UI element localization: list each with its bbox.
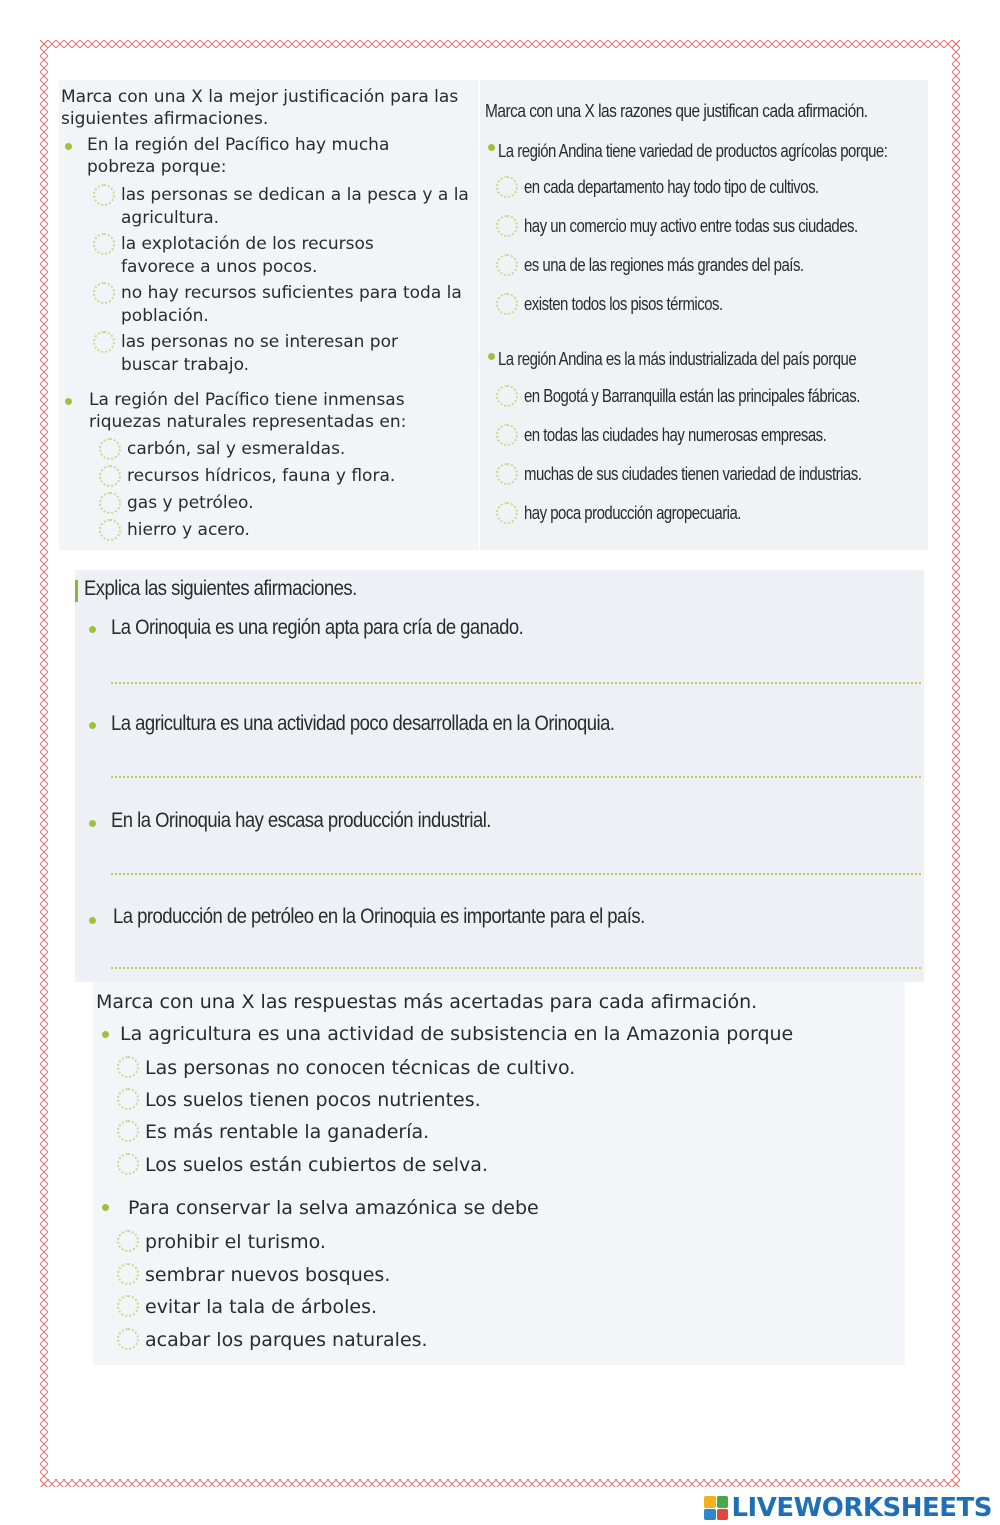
question-stem: La agricultura es una actividad de subsistencia en la Amazonia porque (120, 1023, 794, 1045)
brand-icon (704, 1496, 728, 1520)
bullet-icon (488, 144, 495, 151)
checkbox-circle[interactable] (117, 1263, 139, 1285)
answer-option[interactable] (117, 1328, 428, 1352)
answer-option[interactable] (99, 492, 254, 515)
checkbox-circle[interactable] (496, 502, 518, 524)
option-label: en todas las ciudades hay numerosas empresas. (524, 425, 827, 445)
answer-option[interactable] (496, 463, 930, 486)
statement: La Orinoquia es una región apta para cría de ganado. (111, 616, 524, 639)
option-label: muchas de sus ciudades tienen variedad de industrias. (524, 464, 862, 484)
option-label: hierro y acero. (127, 520, 250, 540)
option-label: Es más rentable la ganadería. (145, 1121, 430, 1143)
answer-option[interactable] (93, 184, 473, 230)
checkbox-circle[interactable] (117, 1153, 139, 1175)
checkbox-circle[interactable] (99, 465, 121, 487)
checkbox-circle[interactable] (99, 519, 121, 541)
section-title: Marca con una X las razones que justifican cada afirmación. (485, 101, 868, 121)
option-label: no hay recursos suficientes para toda la población. (121, 283, 462, 326)
section-title: Marca con una X las respuestas más acertadas para cada afirmación. (96, 991, 758, 1013)
answer-option[interactable] (99, 465, 395, 488)
answer-option[interactable] (496, 176, 879, 199)
answer-option[interactable] (117, 1153, 488, 1177)
answer-option[interactable] (93, 233, 393, 279)
checkbox-circle[interactable] (99, 492, 121, 514)
question-stem: Para conservar la selva amazónica se debe (128, 1197, 539, 1219)
option-label: prohibir el turismo. (145, 1231, 326, 1253)
bullet-icon (102, 1204, 109, 1211)
checkbox-circle[interactable] (496, 215, 518, 237)
checkbox-circle[interactable] (496, 293, 518, 315)
checkbox-circle[interactable] (93, 282, 115, 304)
exercise-orinoquia (75, 570, 924, 982)
answer-option[interactable] (496, 254, 861, 277)
checkbox-circle[interactable] (93, 233, 115, 255)
option-label: sembrar nuevos bosques. (145, 1264, 391, 1286)
statement: La agricultura es una actividad poco desarrollada en la Orinoquia. (111, 712, 615, 735)
section-title: Explica las siguientes afirmaciones. (84, 577, 357, 600)
answer-option[interactable] (117, 1120, 429, 1144)
bullet-icon (89, 626, 96, 633)
answer-option[interactable] (496, 215, 926, 238)
bullet-icon (89, 722, 96, 729)
option-label: en Bogotá y Barranquilla están las principales fábricas. (524, 386, 860, 406)
checkbox-circle[interactable] (117, 1295, 139, 1317)
answer-option[interactable] (93, 331, 423, 377)
option-label: las personas se dedican a la pesca y a la agricultura. (121, 185, 469, 228)
checkbox-circle[interactable] (117, 1230, 139, 1252)
exercise-pacifico (59, 80, 479, 550)
checkbox-circle[interactable] (117, 1056, 139, 1078)
bullet-icon (89, 917, 96, 924)
answer-option[interactable] (117, 1263, 390, 1287)
checkbox-circle[interactable] (99, 438, 121, 460)
answer-option[interactable] (117, 1230, 326, 1254)
answer-option[interactable] (496, 424, 888, 447)
checkbox-circle[interactable] (496, 463, 518, 485)
checkbox-circle[interactable] (496, 385, 518, 407)
option-label: las personas no se interesan por buscar trabajo. (121, 332, 398, 375)
exercise-andina (480, 80, 928, 550)
checkbox-circle[interactable] (496, 254, 518, 276)
answer-option[interactable] (117, 1088, 481, 1112)
question-stem: La región Andina tiene variedad de productos agrícolas porque: (498, 141, 888, 161)
statement: En la Orinoquia hay escasa producción industrial. (111, 809, 491, 832)
bullet-icon (65, 143, 72, 150)
option-label: Las personas no conocen técnicas de cultivo. (145, 1057, 576, 1079)
answer-option[interactable] (117, 1295, 377, 1319)
checkbox-circle[interactable] (117, 1328, 139, 1350)
bullet-icon (89, 820, 96, 827)
checkbox-circle[interactable] (93, 331, 115, 353)
option-label: Los suelos están cubiertos de selva. (145, 1154, 488, 1176)
question-stem: La región Andina es la más industrializada del país porque (498, 349, 857, 369)
section-marker (75, 580, 78, 602)
statement: La producción de petróleo en la Orinoquia es importante para el país. (113, 905, 645, 928)
option-label: existen todos los pisos térmicos. (524, 294, 723, 314)
answer-option[interactable] (496, 385, 929, 408)
option-label: carbón, sal y esmeraldas. (127, 439, 346, 459)
answer-option[interactable] (99, 519, 250, 542)
option-label: evitar la tala de árboles. (145, 1296, 378, 1318)
option-label: hay un comercio muy activo entre todas sus ciudades. (524, 216, 858, 236)
question-stem: En la región del Pacífico hay mucha pobreza porque: (87, 135, 390, 177)
checkbox-circle[interactable] (117, 1088, 139, 1110)
option-label: acabar los parques naturales. (145, 1329, 428, 1351)
question-stem: La región del Pacífico tiene inmensas riquezas naturales representadas en: (89, 390, 407, 432)
option-label: gas y petróleo. (127, 493, 254, 513)
section-title: Marca con una X la mejor justificación para las siguientes afirmaciones. (61, 87, 459, 129)
checkbox-circle[interactable] (117, 1120, 139, 1142)
answer-option[interactable] (496, 502, 785, 525)
bullet-icon (488, 353, 495, 360)
option-label: la explotación de los recursos favorece a unos pocos. (121, 234, 374, 277)
bullet-icon (102, 1031, 109, 1038)
brand-name: LIVEWORKSHEETS (731, 1493, 992, 1523)
bullet-icon (65, 398, 72, 405)
answer-line[interactable] (111, 967, 921, 969)
checkbox-circle[interactable] (496, 424, 518, 446)
answer-line[interactable] (111, 873, 921, 875)
option-label: en cada departamento hay todo tipo de cultivos. (524, 177, 819, 197)
answer-line[interactable] (111, 682, 921, 684)
answer-option[interactable] (99, 438, 345, 461)
answer-line[interactable] (111, 776, 921, 778)
option-label: es una de las regiones más grandes del país. (524, 255, 804, 275)
option-label: hay poca producción agropecuaria. (524, 503, 741, 523)
answer-option[interactable] (93, 282, 473, 328)
option-label: recursos hídricos, fauna y flora. (127, 466, 396, 486)
answer-option[interactable] (496, 293, 763, 316)
answer-option[interactable] (117, 1056, 575, 1080)
liveworksheets-logo[interactable] (704, 1493, 992, 1523)
option-label: Los suelos tienen pocos nutrientes. (145, 1089, 481, 1111)
checkbox-circle[interactable] (93, 184, 115, 206)
exercise-amazonia (93, 982, 905, 1365)
checkbox-circle[interactable] (496, 176, 518, 198)
